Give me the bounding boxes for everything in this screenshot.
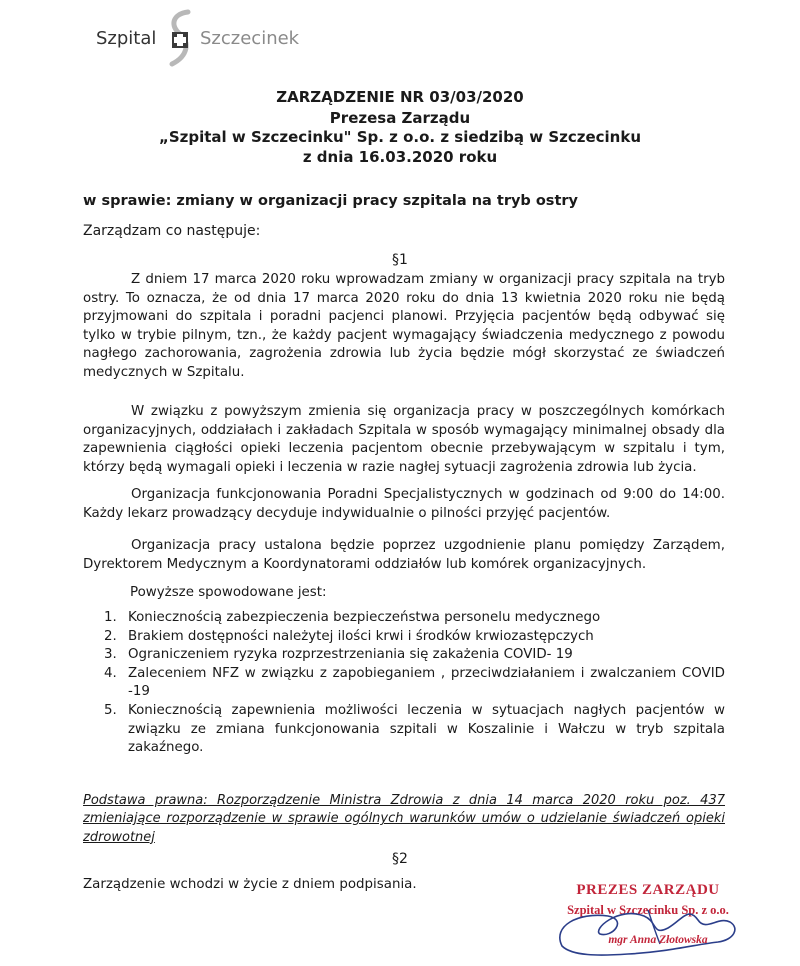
list-item-number: 2. <box>104 628 117 644</box>
logo-text-right: Szczecinek <box>200 28 300 49</box>
paragraph-1: Z dniem 17 marca 2020 roku wprowadzam zmiany w organizacji pracy szpitala na tryb ostry. To oznacza, że od dnia 17 marca 2020 roku do dnia 13 kwietnia 2020 roku nie będą przyjmowani do szpitala i poradni pacjenci planowi. Przyjęcia pacjentów będą odbywać się tylko w trybie pilnym, tzn., że każdy pacjent wymagający świadczenia medycznego z powodu nagłego zachorowania, zagrożenia zdrowia lub życia będzie mógł skorzystać ze świadczeń medycznych w Szpitalu. <box>83 272 725 380</box>
list-item <box>104 665 725 702</box>
president-stamp <box>548 876 748 962</box>
list-item-number: 4. <box>104 665 117 681</box>
issuer-title: Prezesa Zarządu <box>329 109 471 127</box>
list-item-text: Koniecznością zabezpieczenia bezpieczeństwa personelu medycznego <box>128 610 601 625</box>
signature-icon <box>548 876 748 962</box>
hospital-cross-icon <box>158 6 202 70</box>
order-number: ZARZĄDZENIE NR 03/03/2020 <box>276 88 524 106</box>
effective-clause: Zarządzenie wchodzi w życie z dniem podpisania. <box>83 877 417 892</box>
list-item-text: Zaleceniem NFZ w związku z zapobieganiem , przeciwdziałaniem i zwalczaniem COVID -19 <box>128 665 725 700</box>
list-item-number: 3. <box>104 647 117 663</box>
list-item-text: Brakiem dostępności należytej ilości krwi i środków krwiozastępczych <box>128 628 594 644</box>
reasons-list <box>104 609 725 758</box>
section-2-heading: §2 <box>392 851 408 867</box>
list-item-text: Ograniczeniem ryzyka rozprzestrzeniania się zakażenia COVID- 19 <box>128 647 573 663</box>
list-intro: Powyższe spowodowane jest: <box>130 585 327 600</box>
paragraph-3: Organizacja funkcjonowania Poradni Specjalistycznych w godzinach od 9:00 do 14:00. Każdy lekarz prowadzący decyduje indywidualnie o pilności przyjęć pacjentów. <box>83 487 725 521</box>
logo-text-left: Szpital <box>96 28 157 49</box>
order-date: z dnia 16.03.2020 roku <box>302 148 498 166</box>
order-intro: Zarządzam co następuje: <box>83 223 261 239</box>
stamp-company: Szpital w Szczecinku Sp. z o.o. <box>567 903 729 917</box>
section-1-heading: §1 <box>392 252 408 268</box>
legal-basis: Podstawa prawna: Rozporządzenie Ministra Zdrowia z dnia 14 marca 2020 roku poz. 437 zmieniające rozporządzenie w sprawie ogólnych warunków umów o udzielanie świadczeń opieki zdrowotnej <box>83 793 725 845</box>
list-item <box>104 646 725 665</box>
list-item-number: 5. <box>104 702 117 718</box>
list-item <box>104 609 725 628</box>
company-name: „Szpital w Szczecinku" Sp. z o.o. z siedzibą w Szczecinku <box>158 128 642 146</box>
stamp-title: PREZES ZARZĄDU <box>576 882 720 898</box>
hospital-logo <box>96 6 326 70</box>
stamp-signatory: mgr Anna Złotowska <box>608 934 708 946</box>
list-item-text: Koniecznością zapewnienia możliwości leczenia w sytuacjach nagłych pacjentów w związku ze zmiana funkcjonowania szpitali w Koszalinie i Wałczu w tryb szpitala zakaźnego. <box>128 702 725 756</box>
paragraph-4: Organizacja pracy ustalona będzie poprzez uzgodnienie planu pomiędzy Zarządem, Dyrektorem Medycznym a Koordynatorami oddziałów lub komórek organizacyjnych. <box>83 538 725 572</box>
subject-line: w sprawie: zmiany w organizacji pracy szpitala na tryb ostry <box>83 193 578 209</box>
list-item-number: 1. <box>104 610 117 625</box>
paragraph-2: W związku z powyższym zmienia się organizacja pracy w poszczególnych komórkach organizacyjnych, oddziałach i zakładach Szpitala w sposób wymagający minimalnej obsady dla zapewnienia ciągłości opieki leczenia pacjentom obecnie przebywającym w szpitalu i tym, którzy będą wymagali opieki i leczenia w razie nagłej sytuacji zagrożenia zdrowia lub życia. <box>83 404 725 475</box>
list-item <box>104 628 725 647</box>
list-item <box>104 702 725 758</box>
